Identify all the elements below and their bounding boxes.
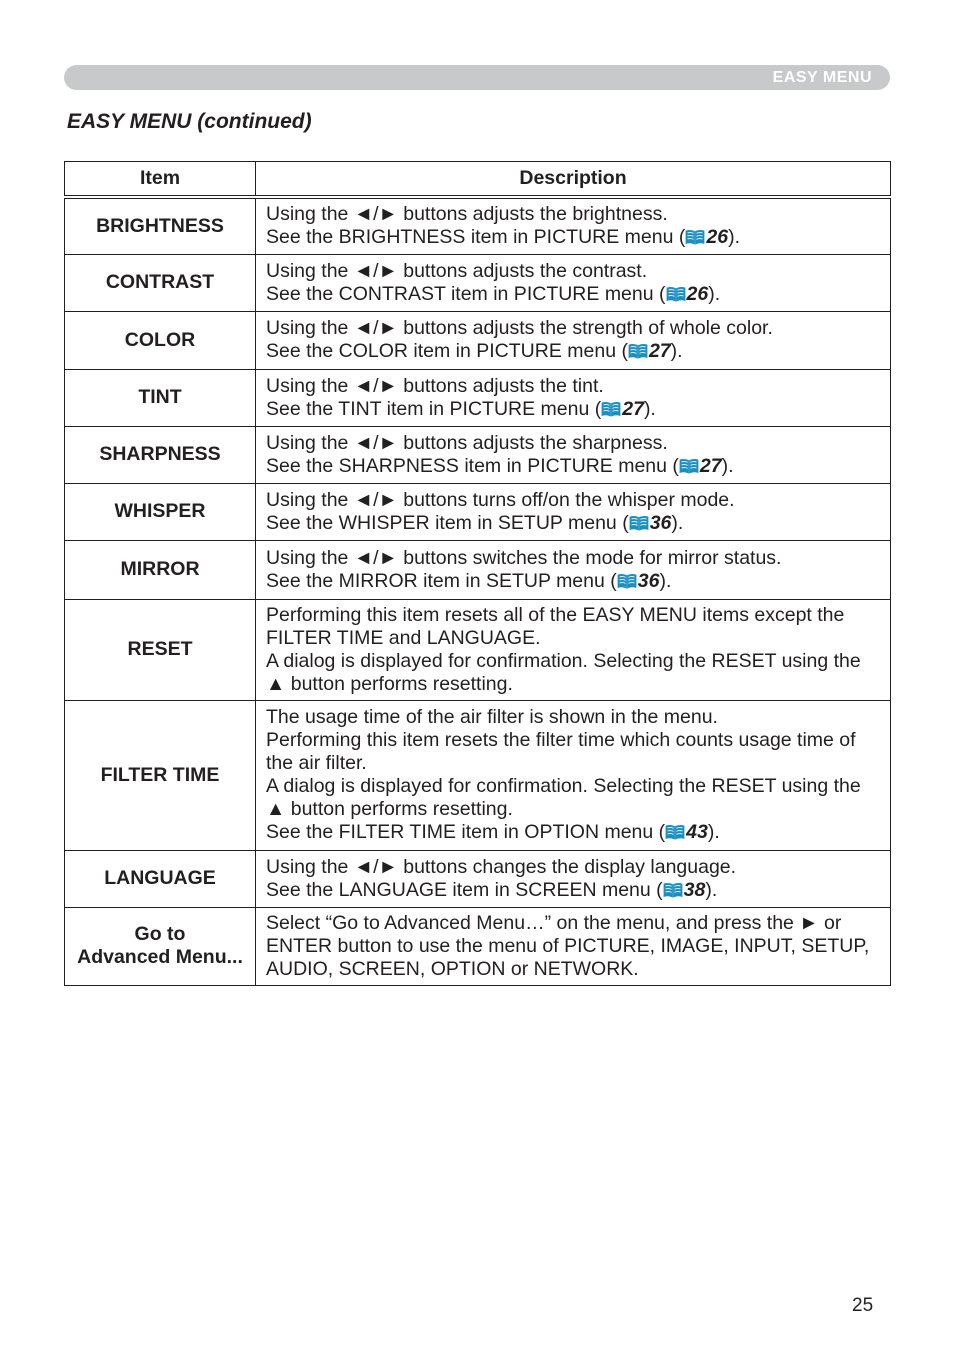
description-tail: ). <box>705 878 718 901</box>
column-header-item: Item <box>65 162 256 198</box>
table-row <box>65 254 891 311</box>
item-description <box>256 540 891 599</box>
description-text: See the BRIGHTNESS item in PICTURE menu ( <box>266 226 686 249</box>
header-bar <box>64 65 890 90</box>
description-text: See the WHISPER item in SETUP menu ( <box>266 511 629 534</box>
description-line <box>266 432 880 455</box>
description-line <box>266 604 880 650</box>
description-line <box>266 489 880 512</box>
description-line <box>266 317 880 340</box>
item-name-text: TINT <box>138 386 182 408</box>
item-name-text: MIRROR <box>120 558 200 580</box>
description-text: See the LANGUAGE item in SCREEN menu ( <box>266 878 663 901</box>
book-icon <box>601 400 621 416</box>
description-line <box>266 203 880 226</box>
item-name <box>65 254 256 311</box>
description-tail: ). <box>643 397 656 420</box>
item-name <box>65 483 256 540</box>
description-line <box>266 821 880 844</box>
book-icon <box>628 342 648 358</box>
item-name <box>65 850 256 907</box>
description-line <box>266 547 880 570</box>
table-row <box>65 311 891 369</box>
book-icon <box>617 572 637 588</box>
item-name-text: RESET <box>127 638 193 660</box>
description-text: A dialog is displayed for confirmation. Selecting the RESET using the ▲ button performs resetting. <box>266 649 861 695</box>
description-text: Using the ◄/► buttons adjusts the strength of whole color. <box>266 317 773 339</box>
description-text: See the COLOR item in PICTURE menu ( <box>266 340 628 362</box>
page-reference[interactable]: 36 <box>637 569 660 592</box>
description-text: Using the ◄/► buttons adjusts the sharpness. <box>266 431 668 454</box>
description-text: Performing this item resets the filter time which counts usage time of the air filter. <box>266 729 856 774</box>
description-line <box>266 650 880 696</box>
item-description <box>256 850 891 907</box>
page-reference[interactable]: 36 <box>649 511 672 534</box>
description-text: See the CONTRAST item in PICTURE menu ( <box>266 282 666 305</box>
item-name-text: COLOR <box>124 328 196 351</box>
description-tail: ). <box>721 454 734 477</box>
book-icon <box>629 514 649 530</box>
book-icon <box>679 457 699 473</box>
description-line <box>266 512 880 535</box>
description-tail: ). <box>728 226 740 249</box>
description-text: Using the ◄/► buttons changes the display language. <box>266 855 737 878</box>
item-name <box>65 599 256 700</box>
table-row <box>65 907 891 985</box>
description-line <box>266 775 880 821</box>
table-body <box>65 197 891 985</box>
description-text: Using the ◄/► buttons turns off/on the whisper mode. <box>266 488 735 511</box>
table-row <box>65 426 891 483</box>
page-reference[interactable]: 38 <box>683 878 706 901</box>
description-line <box>266 706 880 729</box>
page-reference[interactable]: 27 <box>699 454 722 477</box>
easy-menu-table <box>64 161 891 986</box>
item-description <box>256 483 891 540</box>
item-description <box>256 700 891 850</box>
page-reference[interactable]: 26 <box>686 282 709 305</box>
table-row <box>65 483 891 540</box>
description-line <box>266 570 880 593</box>
item-name-text: SHARPNESS <box>99 443 221 465</box>
item-name <box>65 700 256 850</box>
description-text: See the FILTER TIME item in OPTION menu ( <box>266 821 666 843</box>
column-header-description: Description <box>256 162 891 198</box>
book-icon <box>685 228 705 244</box>
description-text: Using the ◄/► buttons adjusts the contrast. <box>266 259 648 282</box>
table-row <box>65 369 891 426</box>
description-line <box>266 856 880 879</box>
table-row <box>65 599 891 700</box>
page-reference[interactable]: 43 <box>686 821 708 843</box>
description-line <box>266 912 880 981</box>
page-reference[interactable]: 27 <box>622 397 644 420</box>
item-name-text: BRIGHTNESS <box>96 214 224 237</box>
description-text: Using the ◄/► buttons adjusts the tint. <box>266 374 604 397</box>
page-title: EASY MENU (continued) <box>67 110 312 133</box>
item-name-text: WHISPER <box>114 500 206 522</box>
description-text: Performing this item resets all of the EASY MENU items except the FILTER TIME and LANGUAGE. <box>266 603 845 649</box>
description-tail: ). <box>671 511 684 534</box>
description-line <box>266 398 880 421</box>
item-description <box>256 426 891 483</box>
item-name <box>65 311 256 369</box>
item-name <box>65 540 256 599</box>
table-row <box>65 850 891 907</box>
description-tail: ). <box>708 282 721 305</box>
item-description <box>256 311 891 369</box>
description-tail: ). <box>659 569 672 592</box>
item-name-text: LANGUAGE <box>104 867 216 889</box>
book-icon <box>665 823 685 839</box>
description-text: See the TINT item in PICTURE menu ( <box>266 397 602 420</box>
item-name-text: CONTRAST <box>105 271 215 293</box>
description-line <box>266 455 880 478</box>
description-line <box>266 729 880 775</box>
description-line <box>266 340 880 363</box>
description-text: See the MIRROR item in SETUP menu ( <box>266 569 617 592</box>
page-reference[interactable]: 26 <box>706 226 729 249</box>
description-text: Select “Go to Advanced Menu…” on the menu, and press the ► or ENTER button to use the menu of PICTURE, IMAGE, INPUT, SETUP, AUDIO, SCREEN, OPTION or NETWORK. <box>266 911 870 980</box>
page-number: 25 <box>852 1295 874 1316</box>
item-name <box>65 907 256 985</box>
description-line <box>266 283 880 306</box>
item-description <box>256 599 891 700</box>
description-text: See the SHARPNESS item in PICTURE menu ( <box>266 454 679 477</box>
item-description <box>256 369 891 426</box>
table-header-row <box>65 162 891 198</box>
description-text: Using the ◄/► buttons switches the mode for mirror status. <box>266 546 782 569</box>
table-row <box>65 197 891 254</box>
description-text: Using the ◄/► buttons adjusts the brightness. <box>266 203 668 226</box>
description-line <box>266 260 880 283</box>
description-line <box>266 879 880 902</box>
description-text: A dialog is displayed for confirmation. Selecting the RESET using the ▲ button performs resetting. <box>266 775 861 820</box>
book-icon <box>666 285 686 301</box>
item-name <box>65 426 256 483</box>
item-description <box>256 907 891 985</box>
section-label: EASY MENU <box>772 69 872 86</box>
description-line <box>266 226 880 249</box>
description-text: The usage time of the air filter is shown in the menu. <box>266 706 718 728</box>
description-line <box>266 375 880 398</box>
item-name-text: Advanced Menu... <box>77 946 243 968</box>
item-name-text: FILTER TIME <box>100 763 220 786</box>
description-tail: ). <box>707 821 720 843</box>
description-tail: ). <box>670 340 683 362</box>
item-name-text: Go to <box>134 923 186 945</box>
item-description <box>256 197 891 254</box>
page-reference[interactable]: 27 <box>648 340 671 362</box>
item-name <box>65 369 256 426</box>
table-row <box>65 540 891 599</box>
item-description <box>256 254 891 311</box>
item-name <box>65 197 256 254</box>
table-row <box>65 700 891 850</box>
book-icon <box>663 881 683 897</box>
